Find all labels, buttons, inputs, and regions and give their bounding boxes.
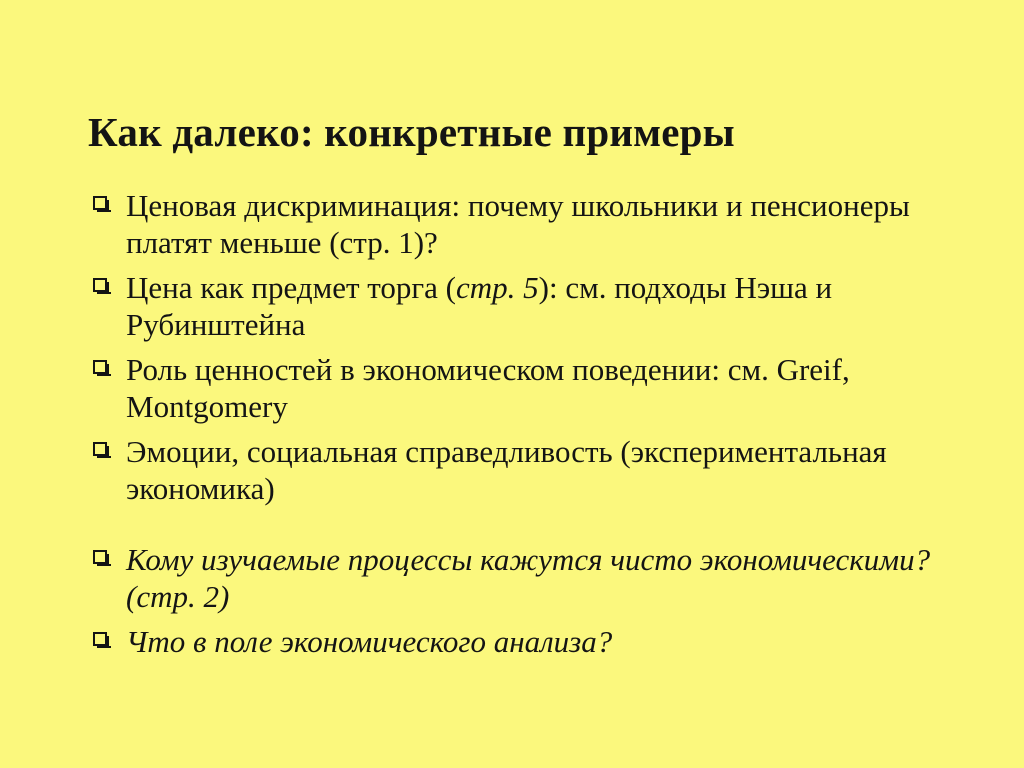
slide-title: Как далеко: конкретные примеры <box>88 109 735 155</box>
hollow-square-checkbox-icon <box>93 196 107 210</box>
hollow-square-checkbox-icon <box>93 632 107 646</box>
bullet-item-analysis-field <box>93 623 993 660</box>
bullet-item-economic-processes <box>93 541 993 615</box>
bullet-text: Ценовая дискриминация: почему школьники и пенсионеры платят меньше (стр. 1)? <box>126 188 910 260</box>
bullet-page-reference: стр. 5 <box>455 270 539 305</box>
bullet-item-emotions <box>93 433 993 507</box>
bullet-text-after: ): см. подходы Нэша и Рубинштейна <box>126 270 833 342</box>
hollow-square-checkbox-icon <box>93 278 107 292</box>
bullet-item-bargaining <box>93 269 993 343</box>
hollow-square-checkbox-icon <box>93 442 107 456</box>
bullet-list <box>93 187 993 668</box>
bullet-text: Роль ценностей в экономическом поведении: см. Greif, Montgomery <box>126 352 850 424</box>
hollow-square-checkbox-icon <box>93 360 107 374</box>
bullet-text-before: Цена как предмет торга ( <box>126 270 456 305</box>
bullet-item-price-discrimination <box>93 187 993 261</box>
bullet-text: Эмоции, социальная справедливость (экспериментальная экономика) <box>126 434 887 506</box>
bullet-text: Что в поле экономического анализа? <box>126 624 613 659</box>
bullet-text: Кому изучаемые процессы кажутся чисто экономическими? (стр. 2) <box>126 542 931 614</box>
bullet-item-values <box>93 351 993 425</box>
hollow-square-checkbox-icon <box>93 550 107 564</box>
